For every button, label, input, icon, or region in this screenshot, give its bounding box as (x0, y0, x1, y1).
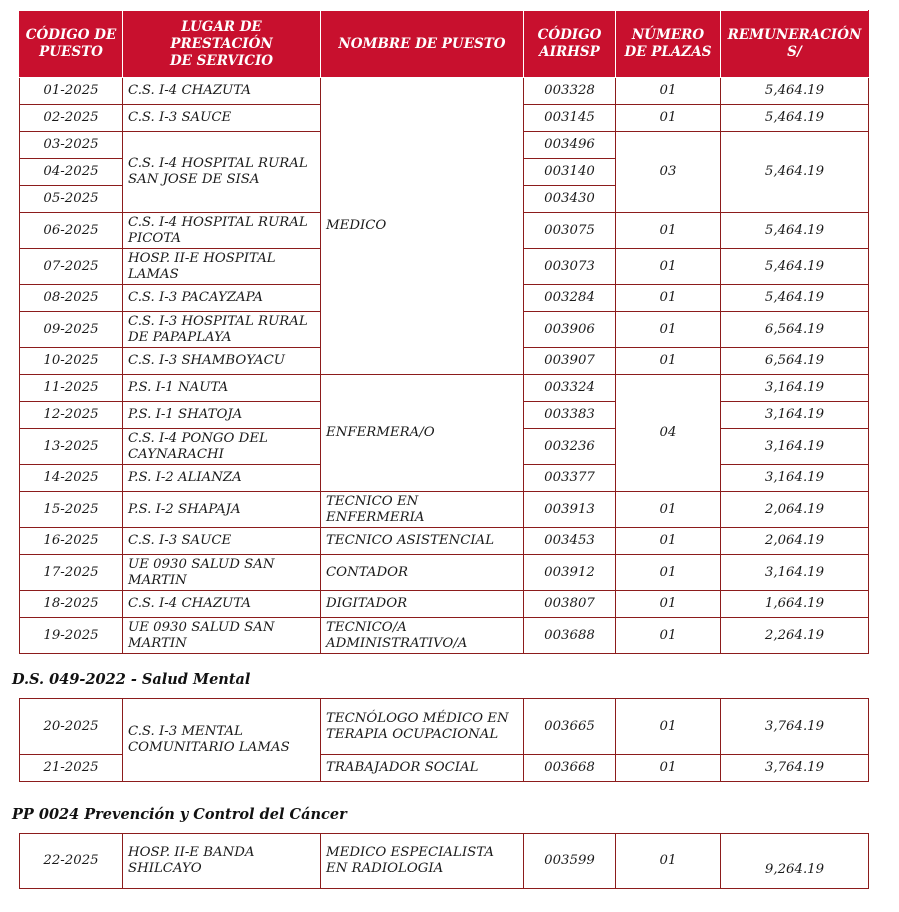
airhsp-cell: 003668 (524, 755, 616, 782)
plazas-cell: 01 (616, 755, 721, 782)
codigo-cell: 19-2025 (20, 618, 123, 654)
codigo-cell: 06-2025 (20, 213, 123, 249)
plazas-cell: 01 (616, 834, 721, 889)
rem-cell: 5,464.19 (721, 213, 869, 249)
header-airhsp: CÓDIGO AIRHSP (524, 11, 616, 78)
airhsp-cell: 003284 (524, 285, 616, 312)
codigo-cell: 08-2025 (20, 285, 123, 312)
airhsp-cell: 003807 (524, 591, 616, 618)
plazas-cell: 01 (616, 312, 721, 348)
header-nombre: NOMBRE DE PUESTO (321, 11, 524, 78)
rem-cell: 3,764.19 (721, 699, 869, 755)
cancer-table (19, 833, 869, 889)
codigo-cell: 17-2025 (20, 555, 123, 591)
lugar-cell: UE 0930 SALUD SAN MARTIN (123, 555, 321, 591)
codigo-cell: 12-2025 (20, 402, 123, 429)
rem-cell: 6,564.19 (721, 348, 869, 375)
lugar-cell: C.S. I-3 SHAMBOYACU (123, 348, 321, 375)
rem-cell: 6,564.19 (721, 312, 869, 348)
codigo-cell: 13-2025 (20, 429, 123, 465)
airhsp-cell: 003496 (524, 132, 616, 159)
rem-cell: 9,264.19 (721, 834, 869, 889)
lugar-cell: P.S. I-2 SHAPAJA (123, 492, 321, 528)
nombre-cell: MEDICO ESPECIALISTA EN RADIOLOGIA (321, 834, 524, 889)
lugar-cell: UE 0930 SALUD SAN MARTIN (123, 618, 321, 654)
codigo-cell: 03-2025 (20, 132, 123, 159)
header-lugar: LUGAR DE PRESTACIÓN DE SERVICIO (123, 11, 321, 78)
table-row (20, 591, 869, 618)
plazas-cell: 01 (616, 699, 721, 755)
plazas-cell: 01 (616, 492, 721, 528)
main-table (19, 10, 869, 654)
nombre-cell: TECNICO/A ADMINISTRATIVO/A (321, 618, 524, 654)
nombre-enfermera-cell: ENFERMERA/O (321, 375, 524, 492)
plazas-cell: 01 (616, 249, 721, 285)
table-row (20, 834, 869, 889)
plazas-cell: 01 (616, 555, 721, 591)
airhsp-cell: 003913 (524, 492, 616, 528)
plazas-cell: 01 (616, 591, 721, 618)
airhsp-cell: 003912 (524, 555, 616, 591)
plazas-cell: 01 (616, 213, 721, 249)
header-codigo-puesto: CÓDIGO DE PUESTO (20, 11, 123, 78)
table-row (20, 528, 869, 555)
plazas-cell: 01 (616, 618, 721, 654)
table-row (20, 618, 869, 654)
airhsp-cell: 003383 (524, 402, 616, 429)
lugar-cell: P.S. I-1 NAUTA (123, 375, 321, 402)
codigo-cell: 22-2025 (20, 834, 123, 889)
table-row (20, 555, 869, 591)
rem-cell: 3,764.19 (721, 755, 869, 782)
rem-cell: 3,164.19 (721, 555, 869, 591)
airhsp-cell: 003328 (524, 78, 616, 105)
plazas-sisa-cell: 03 (616, 132, 721, 213)
header-row (20, 11, 869, 78)
lugar-cell: P.S. I-1 SHATOJA (123, 402, 321, 429)
codigo-cell: 15-2025 (20, 492, 123, 528)
lugar-cell: HOSP. II-E BANDA SHILCAYO (123, 834, 321, 889)
rem-cell: 5,464.19 (721, 249, 869, 285)
nombre-cell: TECNICO EN ENFERMERIA (321, 492, 524, 528)
rem-sisa-cell: 5,464.19 (721, 132, 869, 213)
airhsp-cell: 003075 (524, 213, 616, 249)
airhsp-cell: 003906 (524, 312, 616, 348)
plazas-cell: 01 (616, 78, 721, 105)
airhsp-cell: 003430 (524, 186, 616, 213)
codigo-cell: 01-2025 (20, 78, 123, 105)
airhsp-cell: 003665 (524, 699, 616, 755)
nombre-cell: DIGITADOR (321, 591, 524, 618)
table-row (20, 492, 869, 528)
plazas-cell: 01 (616, 348, 721, 375)
salud-mental-table (19, 698, 869, 782)
rem-cell: 3,164.19 (721, 375, 869, 402)
lugar-cell: C.S. I-3 PACAYZAPA (123, 285, 321, 312)
codigo-cell: 10-2025 (20, 348, 123, 375)
airhsp-cell: 003453 (524, 528, 616, 555)
section-title-cancer: PP 0024 Prevención y Control del Cáncer (12, 806, 347, 823)
plazas-cell: 01 (616, 105, 721, 132)
lugar-cell: C.S. I-3 MENTAL COMUNITARIO LAMAS (123, 699, 321, 782)
rem-cell: 5,464.19 (721, 78, 869, 105)
rem-cell: 3,164.19 (721, 402, 869, 429)
lugar-cell: C.S. I-4 PONGO DEL CAYNARACHI (123, 429, 321, 465)
lugar-cell: HOSP. II-E HOSPITAL LAMAS (123, 249, 321, 285)
codigo-cell: 11-2025 (20, 375, 123, 402)
plazas-cell: 01 (616, 285, 721, 312)
codigo-cell: 07-2025 (20, 249, 123, 285)
airhsp-cell: 003599 (524, 834, 616, 889)
codigo-cell: 02-2025 (20, 105, 123, 132)
lugar-cell: C.S. I-3 HOSPITAL RURAL DE PAPAPLAYA (123, 312, 321, 348)
rem-cell: 5,464.19 (721, 285, 869, 312)
header-remuneracion: REMUNERACIÓN S/ (721, 11, 869, 78)
airhsp-cell: 003236 (524, 429, 616, 465)
codigo-cell: 14-2025 (20, 465, 123, 492)
lugar-cell: C.S. I-3 SAUCE (123, 105, 321, 132)
lugar-sisa-cell: C.S. I-4 HOSPITAL RURAL SAN JOSE DE SISA (123, 132, 321, 213)
airhsp-cell: 003145 (524, 105, 616, 132)
lugar-cell: C.S. I-4 HOSPITAL RURAL PICOTA (123, 213, 321, 249)
rem-cell: 2,264.19 (721, 618, 869, 654)
nombre-cell: TRABAJADOR SOCIAL (321, 755, 524, 782)
lugar-cell: P.S. I-2 ALIANZA (123, 465, 321, 492)
codigo-cell: 21-2025 (20, 755, 123, 782)
rem-cell: 5,464.19 (721, 105, 869, 132)
rem-cell: 2,064.19 (721, 528, 869, 555)
codigo-cell: 18-2025 (20, 591, 123, 618)
rem-cell: 3,164.19 (721, 465, 869, 492)
lugar-cell: C.S. I-3 SAUCE (123, 528, 321, 555)
table-row (20, 78, 869, 105)
codigo-cell: 16-2025 (20, 528, 123, 555)
airhsp-cell: 003073 (524, 249, 616, 285)
airhsp-cell: 003324 (524, 375, 616, 402)
table-row (20, 375, 869, 402)
rem-cell: 2,064.19 (721, 492, 869, 528)
lugar-cell: C.S. I-4 CHAZUTA (123, 591, 321, 618)
codigo-cell: 20-2025 (20, 699, 123, 755)
table-row (20, 699, 869, 755)
airhsp-cell: 003688 (524, 618, 616, 654)
header-plazas: NÚMERO DE PLAZAS (616, 11, 721, 78)
rem-cell: 1,664.19 (721, 591, 869, 618)
section-title-salud-mental: D.S. 049-2022 - Salud Mental (12, 671, 251, 688)
nombre-cell: TECNÓLOGO MÉDICO EN TERAPIA OCUPACIONAL (321, 699, 524, 755)
codigo-cell: 04-2025 (20, 159, 123, 186)
nombre-cell: TECNICO ASISTENCIAL (321, 528, 524, 555)
airhsp-cell: 003140 (524, 159, 616, 186)
plazas-cell: 01 (616, 528, 721, 555)
airhsp-cell: 003377 (524, 465, 616, 492)
lugar-cell: C.S. I-4 CHAZUTA (123, 78, 321, 105)
nombre-cell: CONTADOR (321, 555, 524, 591)
nombre-medico-cell: MEDICO (321, 78, 524, 375)
codigo-cell: 05-2025 (20, 186, 123, 213)
airhsp-cell: 003907 (524, 348, 616, 375)
plazas-enfermera-cell: 04 (616, 375, 721, 492)
codigo-cell: 09-2025 (20, 312, 123, 348)
rem-cell: 3,164.19 (721, 429, 869, 465)
